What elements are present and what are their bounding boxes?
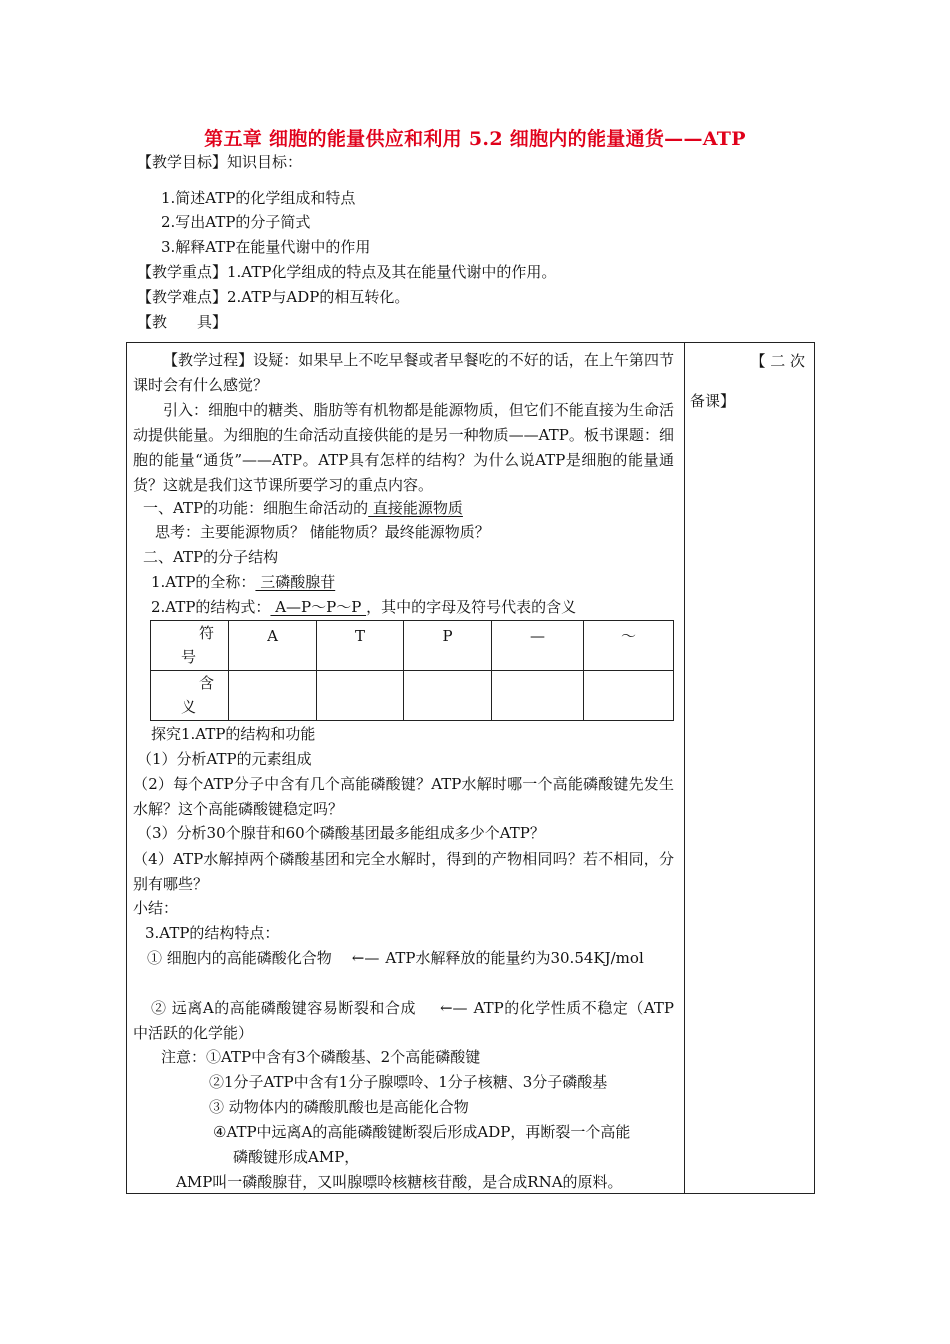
note-2: ②1分子ATP中含有1分子腺嘌呤、1分子核糖、3分子磷酸基	[209, 1073, 608, 1091]
feature-1	[133, 946, 674, 971]
goal-item-1: 1.简述ATP的化学组成和特点	[161, 189, 356, 207]
think-question: 思考：主要能源物质？ 储能物质？最终能源物质？	[155, 523, 490, 541]
symbol-cell: —	[492, 621, 584, 671]
note-4: ④ATP中远离A的高能磷酸键断裂后形成ADP，再断裂一个高能	[213, 1123, 631, 1141]
table-row	[151, 621, 674, 671]
left-arrow-icon: ←—	[439, 999, 468, 1017]
explore-question-1: （1）分析ATP的元素组成	[137, 750, 312, 768]
meaning-cell	[492, 671, 584, 721]
table-row-label	[151, 671, 229, 721]
table-row	[151, 671, 674, 721]
note-4-continued: 磷酸键形成AMP，	[233, 1148, 360, 1166]
meaning-cell	[584, 671, 674, 721]
structure-heading: 二、ATP的分子结构	[143, 548, 279, 566]
symbol-meaning-table	[150, 620, 674, 721]
side-note-line1: 【 二 次	[750, 352, 805, 370]
feature-2-explanation: ATP的化学性质不稳定（ATP中活跃的化学能）	[133, 999, 674, 1042]
document-title: 第五章 细胞的能量供应和利用 5.2 细胞内的能量通货——ATP	[204, 128, 746, 150]
explore-question-4: （4）ATP水解掉两个磷酸基团和完全水解时，得到的产物相同吗？若不相同，分别有哪些？	[133, 850, 674, 893]
symbol-cell: A	[229, 621, 317, 671]
meaning-cell	[229, 671, 317, 721]
atp-function	[143, 497, 463, 519]
label-yi: 义	[181, 698, 197, 716]
amp-note: AMP叫一磷酸腺苷，又叫腺嘌呤核糖核苷酸，是合成RNA的原料。	[176, 1173, 623, 1191]
difficulty: 【教学难点】2.ATP与ADP的相互转化。	[137, 288, 410, 306]
side-note-line2: 备课】	[690, 392, 736, 410]
features-heading: 3.ATP的结构特点：	[145, 924, 280, 942]
feature-2	[133, 996, 674, 1046]
feature-1-explanation: ATP水解释放的能量约为30.54KJ/mol	[385, 949, 644, 967]
goal-item-2: 2.写出ATP的分子简式	[161, 213, 311, 231]
feature-2-point: ② 远离A的高能磷酸键容易断裂和合成	[151, 999, 416, 1017]
atp-fullname	[151, 571, 335, 593]
note-3: ③ 动物体内的磷酸肌酸也是高能化合物	[209, 1098, 469, 1116]
column-divider	[684, 343, 685, 1193]
symbol-cell: ～	[584, 621, 674, 671]
atp-fullname-answer: 三磷酸腺苷	[255, 573, 336, 591]
atp-fullname-label: 1.ATP的全称：	[151, 573, 256, 591]
explore-question-3: （3）分析30个腺苷和60个磷酸基团最多能组成多少个ATP？	[137, 824, 545, 842]
goal-item-3: 3.解释ATP在能量代谢中的作用	[161, 238, 371, 256]
atp-formula-answer: A—P～P～P	[270, 598, 367, 616]
meaning-cell	[404, 671, 492, 721]
symbol-cell: T	[317, 621, 404, 671]
note-label-text: 注意：	[161, 1048, 207, 1066]
meaning-cell	[317, 671, 404, 721]
explore-heading: 探究1.ATP的结构和功能	[151, 725, 316, 743]
symbol-cell: P	[404, 621, 492, 671]
atp-formula	[151, 596, 576, 618]
table-row-label	[151, 621, 229, 671]
teaching-tools: 【教 具】	[137, 313, 228, 331]
note-1: ①ATP中含有3个磷酸基、2个高能磷酸键	[206, 1048, 481, 1066]
left-arrow-icon: ←—	[351, 949, 380, 967]
atp-formula-label: 2.ATP的结构式：	[151, 598, 271, 616]
process-lead-in: 引入：细胞中的糖类、脂肪等有机物都是能源物质，但它们不能直接为生命活动提供能量。为细胞的生命活动直接供能的是另一种物质——ATP。板书课题：细胞的能量“通货”——ATP。ATP具有怎样的结构？为什么说ATP是细胞的能量通货？这就是我们这节课所要学习的重点内容。	[133, 401, 674, 494]
label-han: 含	[199, 674, 215, 692]
label-fu: 符	[199, 624, 215, 642]
teaching-goal: 【教学目标】知识目标：	[137, 153, 303, 171]
summary-label: 小结：	[133, 899, 179, 917]
atp-function-answer: 直接能源物质	[368, 499, 463, 517]
process-intro: 【教学过程】设疑：如果早上不吃早餐或者早餐吃的不好的话，在上午第四节课时会有什么感觉？	[133, 351, 674, 394]
explore-question-2: （2）每个ATP分子中含有几个高能磷酸键？ATP水解时哪一个高能磷酸键先发生水解？这个高能磷酸键稳定吗？	[133, 775, 674, 818]
key-point: 【教学重点】1.ATP化学组成的特点及其在能量代谢中的作用。	[137, 263, 557, 281]
atp-formula-suffix: ，其中的字母及符号代表的含义	[366, 598, 577, 616]
feature-1-point: ① 细胞内的高能磷酸化合物	[147, 949, 332, 967]
label-hao: 号	[181, 648, 197, 666]
note-label	[161, 1046, 480, 1068]
atp-function-label: 一、ATP的功能：细胞生命活动的	[143, 499, 369, 517]
